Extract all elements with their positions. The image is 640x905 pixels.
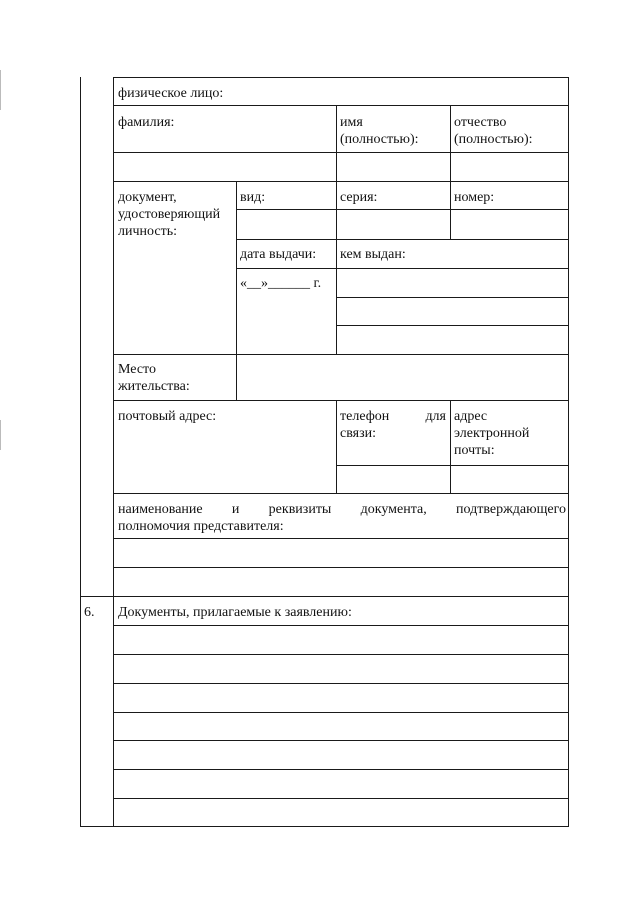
attached-document-line[interactable] (114, 741, 568, 769)
patronymic-label-line2: (полностью): (454, 132, 533, 147)
phone-label-line2: связи: (340, 426, 376, 441)
residence-field[interactable] (237, 355, 568, 400)
doc-series-field[interactable] (337, 210, 450, 239)
id-document-label-line3: личность: (118, 224, 177, 239)
patronymic-label-line1: отчество (454, 115, 507, 130)
issued-by-field-3[interactable] (337, 326, 568, 354)
residence-label-line2: жительства: (118, 379, 190, 394)
attached-document-line[interactable] (114, 770, 568, 798)
doc-number-label: номер: (454, 190, 495, 205)
id-document-label-line1: документ, (118, 190, 177, 205)
authority-word: реквизиты (268, 502, 332, 517)
name-field[interactable] (337, 153, 450, 181)
section-number: 6. (84, 605, 95, 620)
residence-label-line1: Место (118, 362, 156, 377)
row-line (113, 181, 569, 182)
authority-word: документа, (360, 502, 427, 517)
postal-address-field[interactable] (114, 426, 336, 493)
border-right (568, 77, 569, 827)
row-line (113, 105, 569, 106)
attached-document-line[interactable] (114, 799, 568, 826)
phone-field[interactable] (337, 466, 450, 493)
doc-number-field[interactable] (451, 210, 568, 239)
section-divider (80, 596, 569, 597)
row-line (113, 400, 569, 401)
individual-heading: физическое лицо: (118, 86, 224, 101)
email-label-line3: почты: (454, 443, 495, 458)
email-field[interactable] (451, 466, 568, 493)
border-left (80, 77, 81, 827)
col-line (236, 181, 237, 354)
email-label-line2: электронной (454, 426, 530, 441)
issue-date-label: дата выдачи: (240, 247, 317, 262)
attached-document-line[interactable] (114, 626, 568, 654)
issued-by-label: кем выдан: (340, 247, 406, 262)
row-line (113, 77, 569, 78)
name-label-line1: имя (340, 115, 363, 130)
doc-type-label: вид: (240, 190, 266, 205)
attached-document-line[interactable] (114, 684, 568, 712)
row-line (236, 239, 569, 240)
doc-type-field[interactable] (237, 210, 336, 239)
row-line (113, 493, 569, 494)
issue-date-field[interactable]: «__»______ г. (240, 276, 322, 291)
attached-document-line[interactable] (114, 713, 568, 740)
scan-edge (0, 420, 1, 450)
attached-document-line[interactable] (114, 655, 568, 683)
surname-label: фамилия: (118, 115, 175, 130)
scan-edge (0, 70, 1, 110)
patronymic-field[interactable] (451, 153, 568, 181)
section-title: Документы, прилагаемые к заявлению: (118, 605, 352, 620)
issued-by-field-2[interactable] (337, 298, 568, 325)
table-bottom (80, 826, 569, 827)
email-label-line1: адрес (454, 409, 488, 424)
name-label-line2: (полностью): (340, 132, 419, 147)
surname-field[interactable] (114, 153, 336, 181)
authority-word: и (231, 502, 240, 517)
authority-document-field-1[interactable] (114, 539, 568, 567)
authority-document-label-line1 (118, 501, 566, 518)
authority-document-field-2[interactable] (114, 568, 568, 596)
postal-address-label: почтовый адрес: (118, 409, 217, 424)
issued-by-field-1[interactable] (337, 269, 568, 297)
doc-series-label: серия: (340, 190, 378, 205)
authority-word: подтверждающего (456, 502, 566, 517)
phone-label-line1 (340, 408, 446, 425)
phone-label-word: для (425, 409, 446, 424)
authority-document-label-line2: полномочия представителя: (118, 519, 284, 534)
authority-word: наименование (118, 502, 203, 517)
id-document-label-line2: удостоверяющий (118, 207, 221, 222)
phone-label-word: телефон (340, 409, 390, 424)
